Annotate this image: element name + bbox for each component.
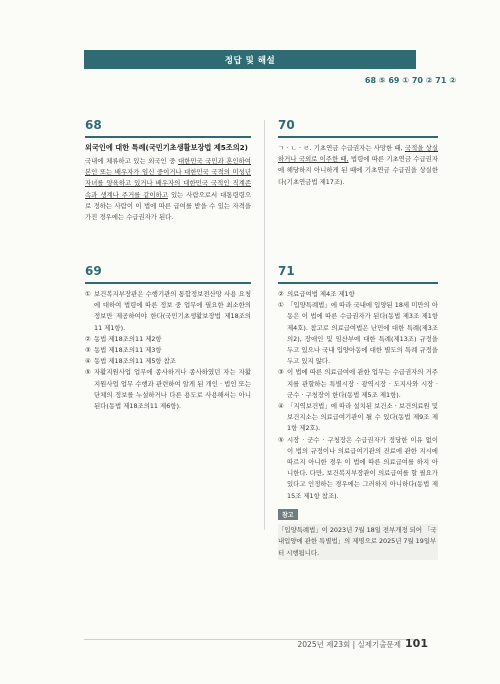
question-69 [85, 264, 251, 412]
list-item: ④ 「지역보건법」에 따라 설치된 보건소 · 보건의료원 및 보건지소는 의료급여기관이 될 수 있다(동법 제9조 제1항 제2호). [278, 402, 438, 433]
section-title: 정답 및 해설 [224, 55, 276, 66]
reference-note: 「입양특례법」이 2023년 7월 18일 전부개정 되어 「국내입양에 관한 특별법」의 제명으로 2025년 7월 19일부터 시행됩니다. [278, 524, 438, 561]
explanation-text: ㄱ · ㄴ · ㄹ. 기초연금 수급권자는 사망한 때, 국적을 상실하거나 국외로 이주한 때, 법령에 따른 기초연금 수급권자에 해당하지 아니하게 된 때에 기초연금 수급권을 상실한다(기초연금법 제17조). [278, 144, 438, 186]
reference-badge: 참고 [278, 509, 298, 520]
question-number: 70 [278, 118, 438, 138]
page-footer [298, 637, 428, 650]
list-item: ③ 동법 제18조의11 제3항 [85, 346, 162, 355]
list-item: ② 의료급여법 제4조 제1항 [278, 290, 355, 298]
question-number: 71 [278, 264, 438, 284]
question-70 [278, 118, 438, 188]
question-68 [85, 118, 251, 223]
footer-text: 2025년 제23회 | 실제기출문제 [297, 640, 402, 649]
column-divider [264, 120, 265, 530]
page-number: 101 [405, 637, 428, 650]
question-heading: 외국인에 대한 특례(국민기초생활보장법 제5조의2) [85, 143, 248, 152]
answer-summary: 68 ⑤ 69 ① 70 ② 71 ② [364, 76, 456, 85]
question-71 [278, 264, 438, 560]
list-item: ⑤ 시장 · 군수 · 구청장은 수급권자가 정당한 이유 없이 이 법의 규정이나 의료급여기관의 진료에 관한 지시에 따르지 아니한 경우 이 법에 따른 의료급여를 하지 아니한다. 다만, 보건복지부장관이 의료급여를 할 필요가 있다고 인정하는 경우에는 그러하지 아니하다(동법 제15조 제1항 참조). [278, 435, 438, 500]
list-item: ② 동법 제18조의11 제2항 [85, 334, 162, 343]
list-item: ① 「입양특례법」에 따라 국내에 입양된 18세 미만의 아동은 이 법에 따른 수급권자가 된다(동법 제3조 제1항 제4호). 참고로 의료급여법은 난민에 대한 특례(제3조의2), 장애인 및 임산부에 대한 특례(제13조) 규정을 두고 있으나 국내 입양아동에 대한 별도의 특례 규정을 두고 있지 않다. [278, 301, 438, 366]
question-number: 68 [85, 118, 251, 138]
list-item: ① 보건복지부장관은 수행기관의 통합정보전산망 사용 요청에 대하여 법령에 따른 정보 중 업무에 필요한 최소한의 정보만 제공하여야 한다(국민기초생활보장법 제18조의11 제1항). [85, 290, 251, 332]
explanation-text: 국내에 체류하고 있는 외국인 중 대한민국 국민과 혼인하여 본인 또는 배우자가 임신 중이거나 대한민국 국적의 미성년 자녀를 양육하고 있거나 배우자의 대한민국 국적인 직계존속과 생계나 주거를 같이하고 있는 사람으로서 대통령령으로 정하는 사람이 이 법에 따른 급여를 받을 수 있는 자격을 가진 경우에는 수급권자가 된다. [85, 157, 251, 222]
list-item: ③ 이 법에 따른 의료급여에 관한 업무는 수급권자의 거주지를 관할하는 특별시장 · 광역시장 · 도지사와 시장 · 군수 · 구청장이 한다(동법 제5조 제1항). [278, 368, 438, 399]
list-item: ④ 동법 제18조의11 제5항 참조 [85, 357, 176, 366]
question-number: 69 [85, 264, 251, 284]
section-header [84, 50, 416, 69]
list-item: ⑤ 자활지원사업 업무에 종사하거나 종사하였던 자는 자활지원사업 업무 수행과 관련하여 알게 된 개인 · 법인 또는 단체의 정보를 누설하거나 다른 용도로 사용해서는 아니 된다(동법 제18조의11 제6항). [85, 368, 251, 411]
